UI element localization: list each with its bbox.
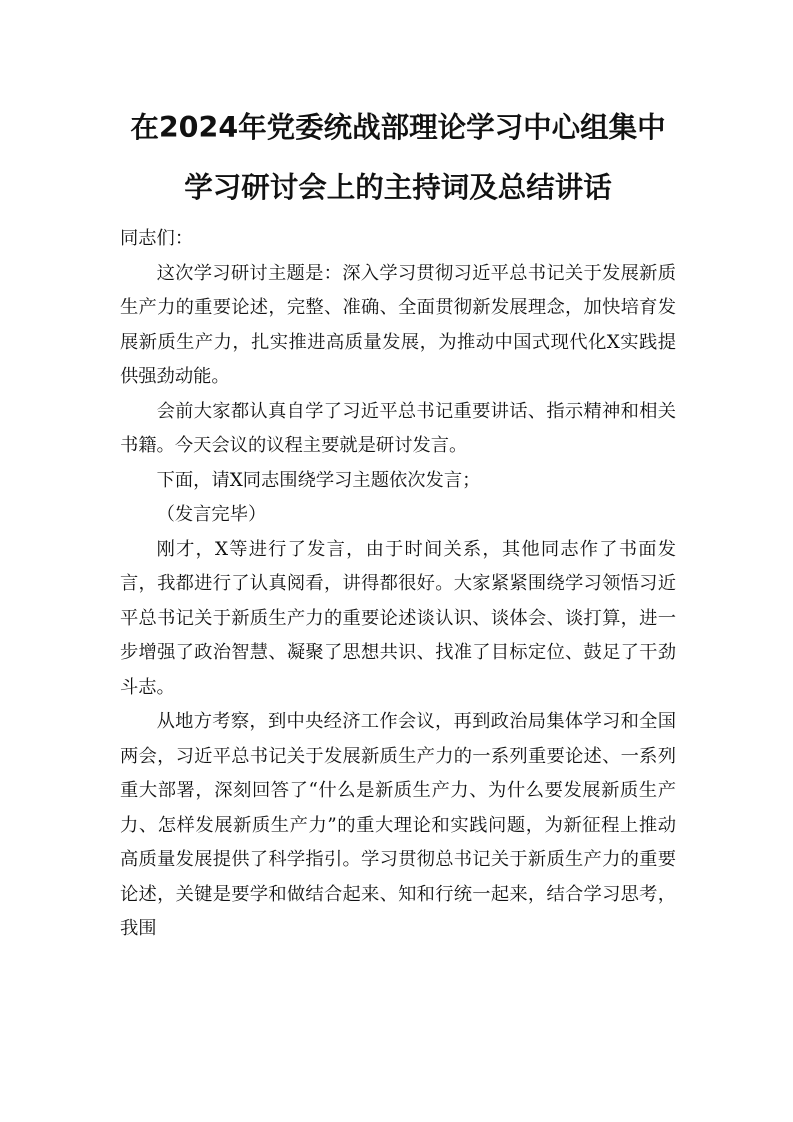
paragraph-1: 这次学习研讨主题是：深入学习贯彻习近平总书记关于发展新质生产力的重要论述，完整、准确、全面贯彻新发展理念，加快培育发展新质生产力，扎实推进高质量发展，为推动中国式现代化X实践提供强劲动能。 — [120, 262, 676, 387]
salutation: 同志们： — [120, 228, 194, 249]
title-line-2: 学习研讨会上的主持词及总结讲话 — [184, 171, 612, 204]
paragraph-6: 从地方考察，到中央经济工作会议，再到政治局集体学习和全国两会，习近平总书记关于发展新质生产力的一系列重要论述、一系列重大部署，深刻回答了“什么是新质生产力、为什么要发展新质生产力、怎样发展新质生产力”的重大理论和实践问题，为新征程上推动高质量发展提供了科学指引。学习贯彻总书记关于新质生产力的重要论述，关键是要学和做结合起来、知和行统一起来，结合学习思考，我围 — [120, 711, 676, 939]
paragraph-2: 会前大家都认真自学了习近平总书记重要讲话、指示精神和相关书籍。今天会议的议程主要就是研讨发言。 — [120, 400, 676, 456]
title-line-1: 在2024年党委统战部理论学习中心组集中 — [130, 111, 666, 144]
document-page — [120, 98, 676, 947]
paragraph-5: 刚才，X等进行了发言，由于时间关系，其他同志作了书面发言，我都进行了认真阅看，讲得都很好。大家紧紧围绕学习领悟习近平总书记关于新质生产力的重要论述谈认识、谈体会、谈打算，进一步增强了政治智慧、凝聚了思想共识、找准了目标定位、鼓足了干劲斗志。 — [120, 538, 676, 698]
document-title — [120, 98, 676, 218]
paragraph-4: （发言完毕） — [156, 504, 267, 525]
paragraph-3: 下面，请X同志围绕学习主题依次发言； — [156, 469, 481, 491]
